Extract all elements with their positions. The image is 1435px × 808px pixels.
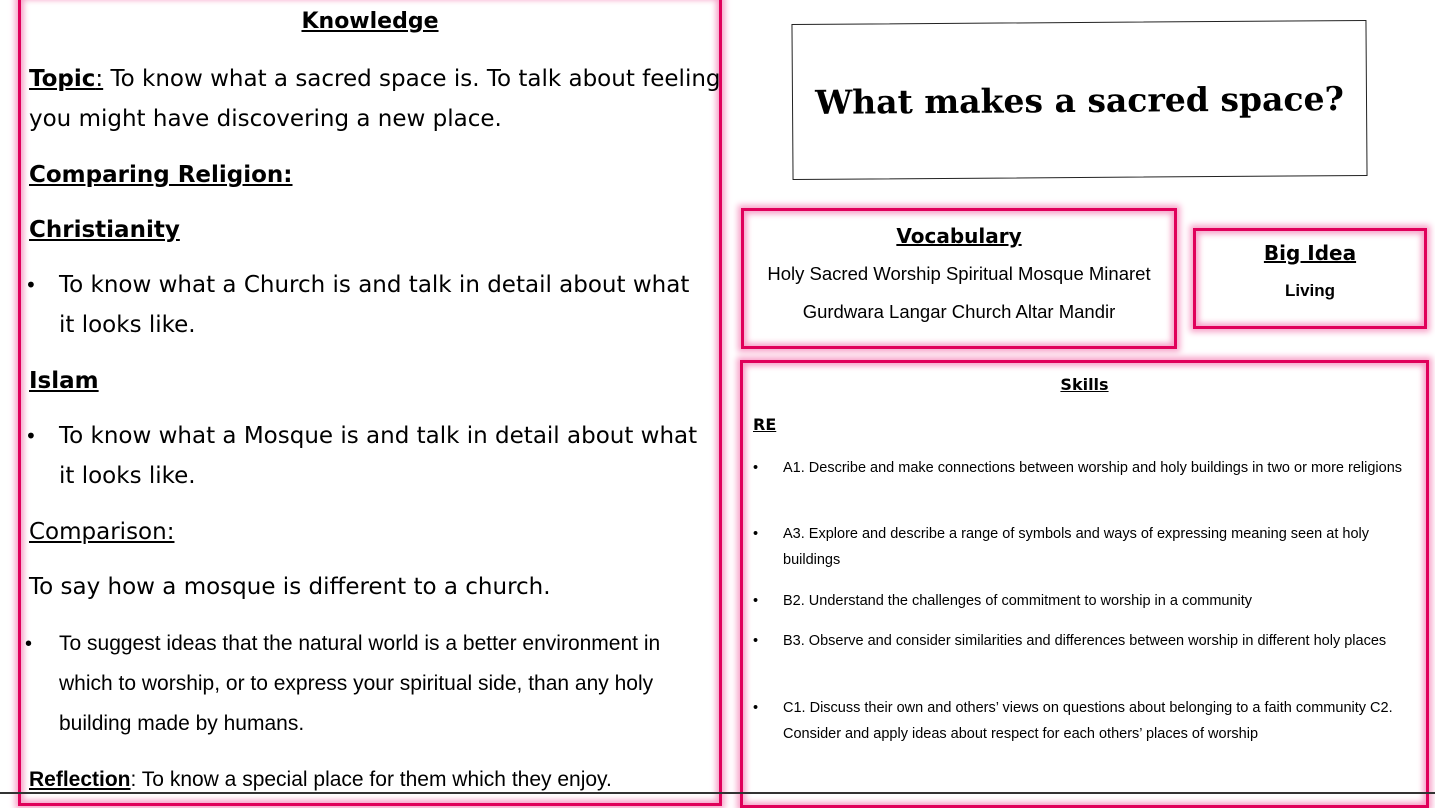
- topic-label: Topic: [29, 66, 96, 92]
- knowledge-panel: [18, 0, 722, 806]
- nature-bullet-text: To suggest ideas that the natural world is a better environment in which to worship, or to express your spiritual side, than any holy building made by humans.: [59, 632, 661, 735]
- bullet-marker: •: [753, 633, 759, 649]
- bullet-marker: •: [25, 633, 33, 655]
- skill-item-text: B2. Understand the challenges of commitment to worship in a community: [783, 593, 1253, 609]
- skill-item-text: B3. Observe and consider similarities and differences between worship in different holy places: [783, 633, 1387, 649]
- topic-line-2: you might have discovering a new place.: [29, 106, 502, 132]
- bullet-marker: •: [753, 526, 759, 542]
- vocabulary-panel: [741, 208, 1177, 349]
- christianity-bullet: [25, 265, 705, 345]
- topic-line-1: [29, 59, 721, 99]
- page-bottom-divider: [0, 792, 1435, 794]
- islam-heading: Islam: [29, 368, 99, 394]
- comparison-text: To say how a mosque is different to a church.: [29, 574, 551, 600]
- skill-item: [753, 695, 1423, 747]
- bullet-marker: •: [753, 700, 759, 716]
- page-title: What makes a sacred space?: [814, 78, 1344, 122]
- knowledge-heading: Knowledge: [301, 9, 439, 34]
- big-idea-heading: Big Idea: [1263, 241, 1357, 265]
- vocabulary-line-2: Gurdwara Langar Church Altar Mandir: [802, 301, 1116, 322]
- skill-item: [753, 588, 1423, 614]
- skill-item-text: A1. Describe and make connections between worship and holy buildings in two or more religions: [783, 460, 1403, 476]
- skill-item: [753, 455, 1423, 481]
- bullet-marker: •: [753, 593, 759, 609]
- vocabulary-line-1: Holy Sacred Worship Spiritual Mosque Minaret: [767, 263, 1151, 284]
- skill-item: [753, 628, 1423, 654]
- nature-bullet: [25, 624, 705, 744]
- big-idea-value: Living: [1284, 281, 1336, 300]
- bullet-marker: •: [753, 460, 759, 476]
- skill-item-text: C1. Discuss their own and others’ views on questions about belonging to a faith community C2. Consider and apply ideas about respect for each others’ places of worship: [783, 700, 1393, 742]
- christianity-bullet-text: To know what a Church is and talk in detail about what it looks like.: [59, 272, 690, 338]
- reflection-text: : To know a special place for them which they enjoy.: [130, 768, 612, 791]
- title-box: [791, 20, 1367, 180]
- islam-bullet-text: To know what a Mosque is and talk in detail about what it looks like.: [59, 423, 698, 489]
- christianity-heading: Christianity: [29, 217, 180, 243]
- comparison-heading: Comparison:: [29, 519, 175, 545]
- vocabulary-heading: Vocabulary: [896, 224, 1022, 248]
- skills-panel: [740, 360, 1429, 808]
- skills-heading: Skills: [1060, 375, 1109, 394]
- bullet-marker: •: [25, 273, 37, 297]
- bullet-marker: •: [25, 424, 37, 448]
- skill-item-text: A3. Explore and describe a range of symbols and ways of expressing meaning seen at holy buildings: [783, 526, 1369, 568]
- reflection-label: Reflection: [29, 768, 131, 791]
- skill-item: [753, 521, 1423, 573]
- topic-separator: :: [95, 66, 104, 92]
- reflection-line: [29, 760, 612, 800]
- islam-bullet: [25, 416, 705, 496]
- topic-text-1: To know what a sacred space is. To talk about feeling: [103, 66, 721, 92]
- comparing-religion-heading: Comparing Religion:: [29, 162, 293, 188]
- skills-subheading: RE: [753, 415, 777, 434]
- big-idea-panel: [1193, 228, 1427, 329]
